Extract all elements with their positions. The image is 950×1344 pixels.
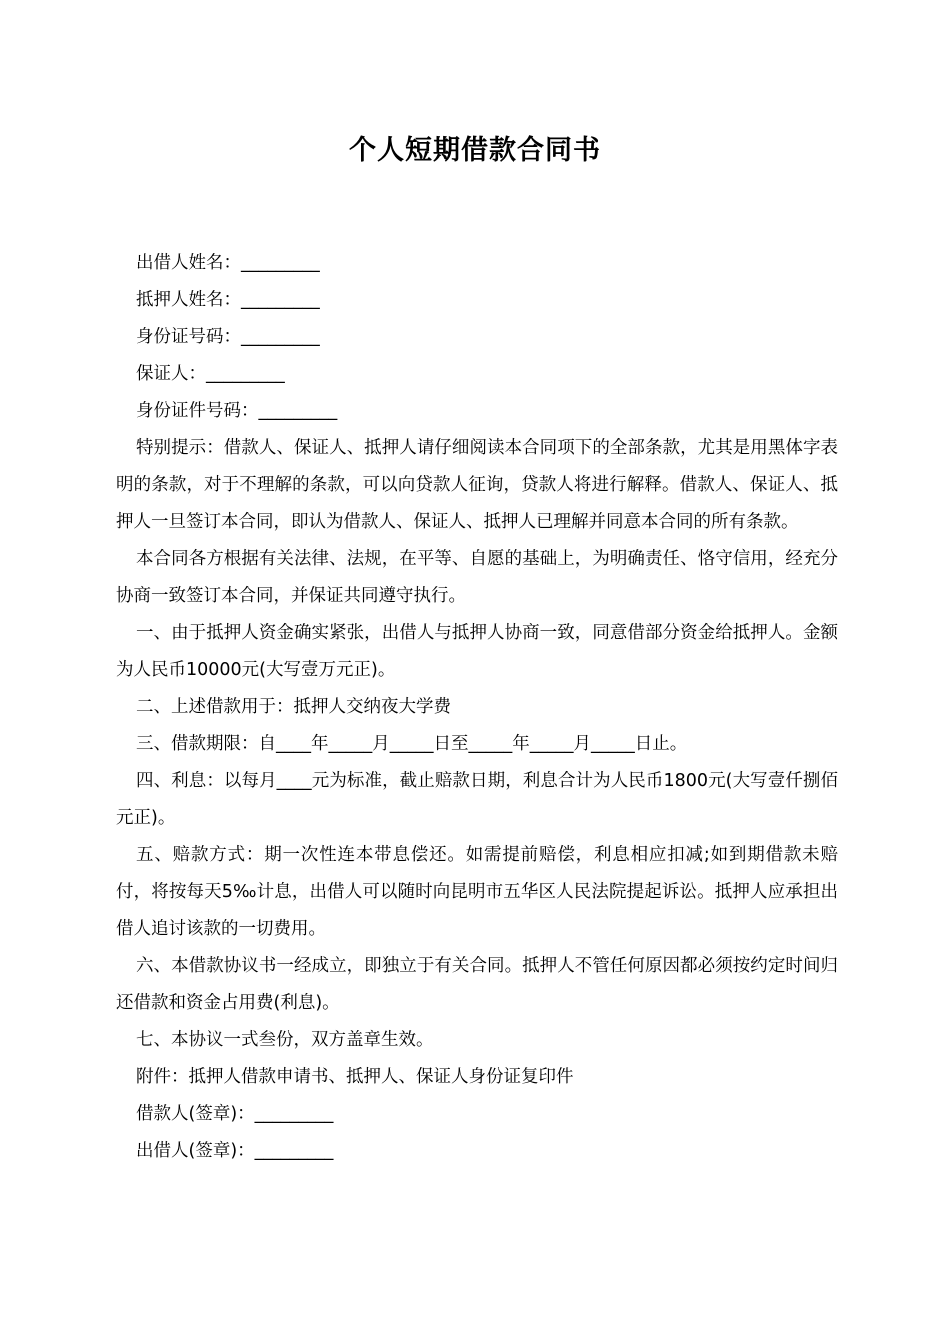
document-body (116, 245, 838, 1170)
lender-signature: 出借人(签章)：_________ (136, 1141, 334, 1161)
lender-name-field: 出借人姓名：_________ (136, 253, 320, 273)
borrower-signature: 借款人(签章)：_________ (136, 1104, 334, 1124)
clause-5: 五、赔款方式：期一次性连本带息偿还。如需提前赔偿，利息相应扣减;如到期借款未赔付，将按每天5‰计息，出借人可以随时向昆明市五华区人民法院提起诉讼。抵押人应承担出借人追讨该款的一切费用。 (116, 845, 838, 939)
clause-7: 七、本协议一式叁份，双方盖章生效。 (136, 1030, 434, 1050)
guarantor-field: 保证人：_________ (136, 364, 285, 384)
id-document-number-field: 身份证件号码：_________ (136, 401, 338, 421)
clause-2: 二、上述借款用于：抵押人交纳夜大学费 (136, 697, 451, 717)
id-number-field: 身份证号码：_________ (136, 327, 320, 347)
clause-3: 三、借款期限：自____年_____月_____日至_____年_____月_____日止。 (136, 734, 688, 754)
clause-6: 六、本借款协议书一经成立，即独立于有关合同。抵押人不管任何原因都必须按约定时间归还借款和资金占用费(利息)。 (116, 956, 838, 1013)
special-notice: 特别提示：借款人、保证人、抵押人请仔细阅读本合同项下的全部条款，尤其是用黑体字表明的条款，对于不理解的条款，可以向贷款人征询，贷款人将进行解释。借款人、保证人、抵押人一旦签订本合同，即认为借款人、保证人、抵押人已理解并同意本合同的所有条款。 (116, 438, 838, 532)
clause-4: 四、利息：以每月____元为标准，截止赔款日期，利息合计为人民币1800元(大写壹仟捌佰元正)。 (116, 771, 838, 828)
clause-1: 一、由于抵押人资金确实紧张，出借人与抵押人协商一致，同意借部分资金给抵押人。金额为人民币10000元(大写壹万元正)。 (116, 623, 838, 680)
preamble: 本合同各方根据有关法律、法规，在平等、自愿的基础上，为明确责任、恪守信用，经充分协商一致签订本合同，并保证共同遵守执行。 (116, 549, 838, 606)
document-title: 个人短期借款合同书 (349, 135, 601, 166)
mortgagor-name-field: 抵押人姓名：_________ (136, 290, 320, 310)
attachment-note: 附件：抵押人借款申请书、抵押人、保证人身份证复印件 (136, 1067, 574, 1087)
